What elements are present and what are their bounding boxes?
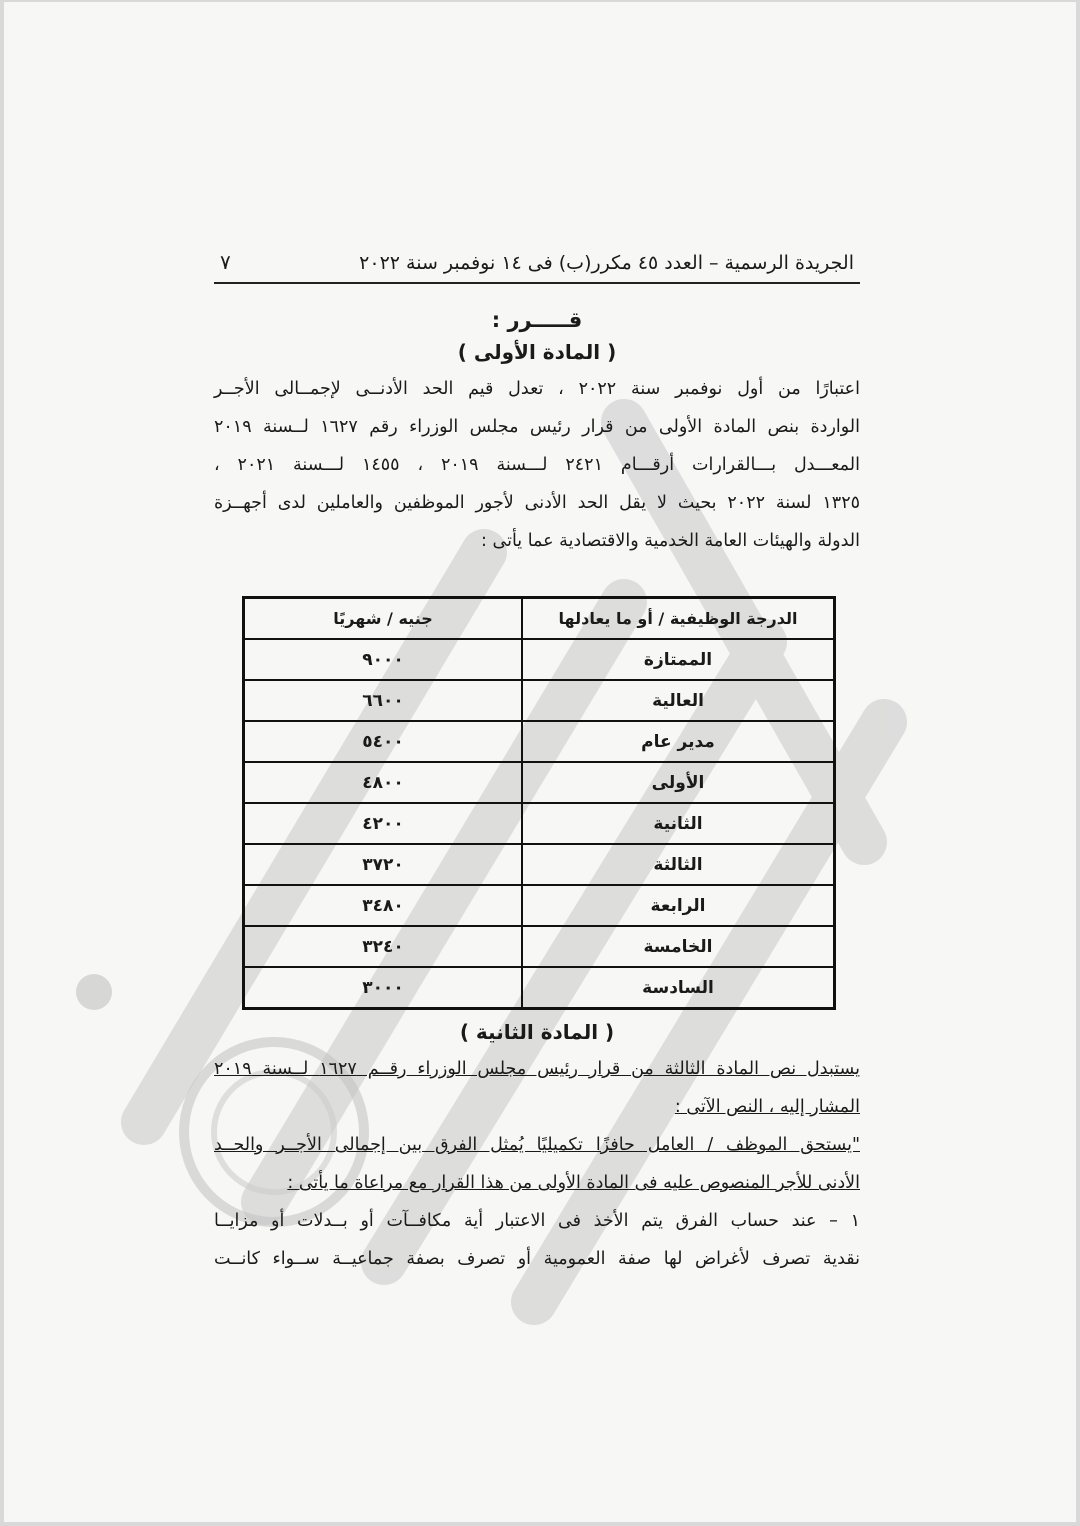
table-row	[244, 762, 835, 803]
article-2-line: نقدية تصرف لأغراض لها صفة العمومية أو تصرف بصفة جماعيــة ســواء كانــت	[214, 1249, 860, 1269]
grade-cell: مدير عام	[522, 721, 835, 762]
document-content	[214, 250, 860, 560]
gazette-header	[214, 250, 860, 284]
grade-cell: الثانية	[522, 803, 835, 844]
amount-cell: ٥٤٠٠	[244, 721, 523, 762]
grade-cell: الخامسة	[522, 926, 835, 967]
article-1-line: الدولة والهيئات العامة الخدمية والاقتصادية عما يأتى :	[481, 531, 860, 551]
article-2-line: الأدنى للأجر المنصوص عليه فى المادة الأولى من هذا القرار مع مراعاة ما يأتى :	[287, 1173, 860, 1193]
amount-cell: ٤٨٠٠	[244, 762, 523, 803]
amount-cell: ٦٦٠٠	[244, 680, 523, 721]
article-2	[214, 1020, 860, 1278]
table-row	[244, 639, 835, 680]
header-grade: الدرجة الوظيفية / أو ما يعادلها	[522, 598, 835, 640]
table-row	[244, 721, 835, 762]
decision-title: قـــــرر :	[491, 308, 583, 332]
grade-cell: العالية	[522, 680, 835, 721]
amount-cell: ٤٢٠٠	[244, 803, 523, 844]
amount-cell: ٣٢٤٠	[244, 926, 523, 967]
grade-cell: الممتازة	[522, 639, 835, 680]
article-2-line: يستبدل نص المادة الثالثة من قرار رئيس مجلس الوزراء رقــم ١٦٢٧ لــسنة ٢٠١٩	[214, 1059, 860, 1079]
article-2-line: المشار إليه ، النص الآتى :	[674, 1097, 860, 1117]
gazette-title: الجريدة الرسمية – العدد ٤٥ مكرر(ب) فى ١٤ نوفمبر سنة ٢٠٢٢	[359, 252, 854, 274]
article-2-line: "يستحق الموظف / العامل حافزًا تكميليًا يُمثل الفرق بين إجمالى الأجــر والحــد	[214, 1135, 860, 1155]
article-1-line: الواردة بنص المادة الأولى من قرار رئيس مجلس الوزراء رقم ١٦٢٧ لــسنة ٢٠١٩	[214, 417, 860, 437]
header-amount: جنيه / شهريًا	[244, 598, 523, 640]
grade-cell: الثالثة	[522, 844, 835, 885]
article-1-line: اعتبارًا من أول نوفمبر سنة ٢٠٢٢ ، تعدل قيم الحد الأدنــى لإجمــالى الأجــر	[214, 379, 860, 399]
table-row	[244, 844, 835, 885]
amount-cell: ٣٠٠٠	[244, 967, 523, 1009]
table-row	[244, 885, 835, 926]
article-1-line: ١٣٢٥ لسنة ٢٠٢٢ بحيث لا يقل الحد الأدنى لأجور الموظفين والعاملين لدى أجهــزة	[214, 493, 860, 513]
minimum-wage-table	[242, 596, 836, 1010]
grade-cell: السادسة	[522, 967, 835, 1009]
article-2-title: ( المادة الثانية )	[459, 1020, 615, 1044]
grade-cell: الأولى	[522, 762, 835, 803]
table-row	[244, 803, 835, 844]
article-2-line: ١ – عند حساب الفرق يتم الأخذ فى الاعتبار أية مكافــآت أو بــدلات أو مزايــا	[214, 1211, 860, 1231]
table-row	[244, 967, 835, 1009]
amount-cell: ٣٧٢٠	[244, 844, 523, 885]
amount-cell: ٩٠٠٠	[244, 639, 523, 680]
table-row	[244, 926, 835, 967]
article-1-line: المعـــدل بـــالقرارات أرقـــام ٢٤٢١ لـــسنة ٢٠١٩ ، ١٤٥٥ لـــسنة ٢٠٢١ ،	[214, 455, 860, 475]
grade-cell: الرابعة	[522, 885, 835, 926]
table-row	[244, 680, 835, 721]
page-number: ٧	[220, 250, 231, 274]
wage-table-wrap	[242, 596, 836, 1010]
amount-cell: ٣٤٨٠	[244, 885, 523, 926]
article-1-title: ( المادة الأولى )	[457, 340, 617, 364]
table-header-row	[244, 598, 835, 640]
